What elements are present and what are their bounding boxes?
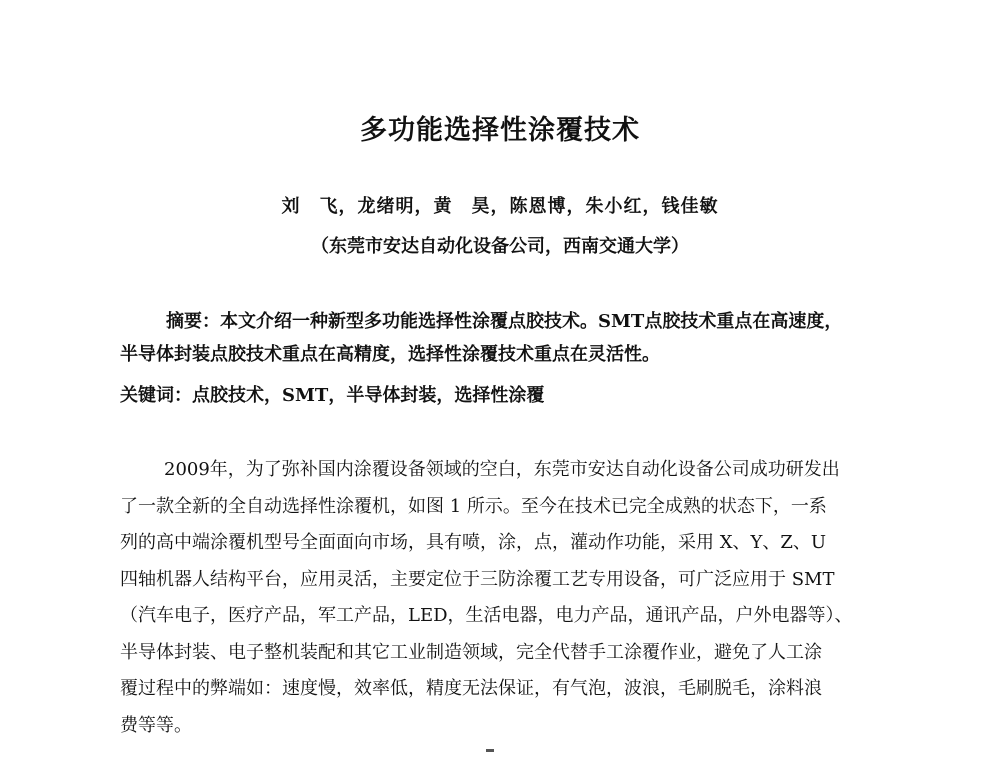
keywords: 关键词：点胶技术，SMT，半导体封装，选择性涂覆	[120, 385, 545, 406]
abstract	[120, 305, 900, 371]
abstract-line: 摘要：本文介绍一种新型多功能选择性涂覆点胶技术。SMT点胶技术重点在高速度，	[166, 311, 843, 332]
paragraph-line: 半导体封装、电子整机装配和其它工业制造领域，完全代替手工涂覆作业，避免了人工涂	[120, 641, 822, 663]
paragraph-line: 2009年，为了弥补国内涂覆设备领域的空白，东莞市安达自动化设备公司成功研发出	[164, 459, 840, 480]
paragraph-line: 覆过程中的弊端如：速度慢，效率低，精度无法保证，有气泡，波浪，毛刷脱毛，涂料浪	[120, 678, 822, 699]
paragraph-line: 四轴机器人结构平台，应用灵活，主要定位于三防涂覆工艺专用设备，可广泛应用于 SMT	[120, 568, 835, 590]
body-paragraph	[120, 452, 900, 744]
paragraph-line: 列的高中端涂覆机型号全面面向市场，具有喷，涂，点，灌动作功能，采用 X、Y、Z、U	[120, 532, 827, 553]
author-affiliation: （东莞市安达自动化设备公司，西南交通大学）	[311, 236, 689, 257]
paragraph-line: （汽车电子，医疗产品，军工产品，LED，生活电器，电力产品，通讯产品，户外电器等）、	[120, 605, 853, 626]
page-number-mark	[486, 749, 494, 752]
paragraph-line: 了一款全新的全自动选择性涂覆机，如图 1 所示。至今在技术已完全成熟的状态下，一系	[120, 495, 827, 517]
abstract-line: 半导体封装点胶技术重点在高精度，选择性涂覆技术重点在灵活性。	[120, 344, 660, 365]
paper-title: 多功能选择性涂覆技术	[360, 115, 640, 146]
paragraph-line: 费等等。	[120, 714, 192, 736]
author-list: 刘 飞，龙绪明，黄 昊，陈恩博，朱小红，钱佳敏	[281, 196, 719, 217]
